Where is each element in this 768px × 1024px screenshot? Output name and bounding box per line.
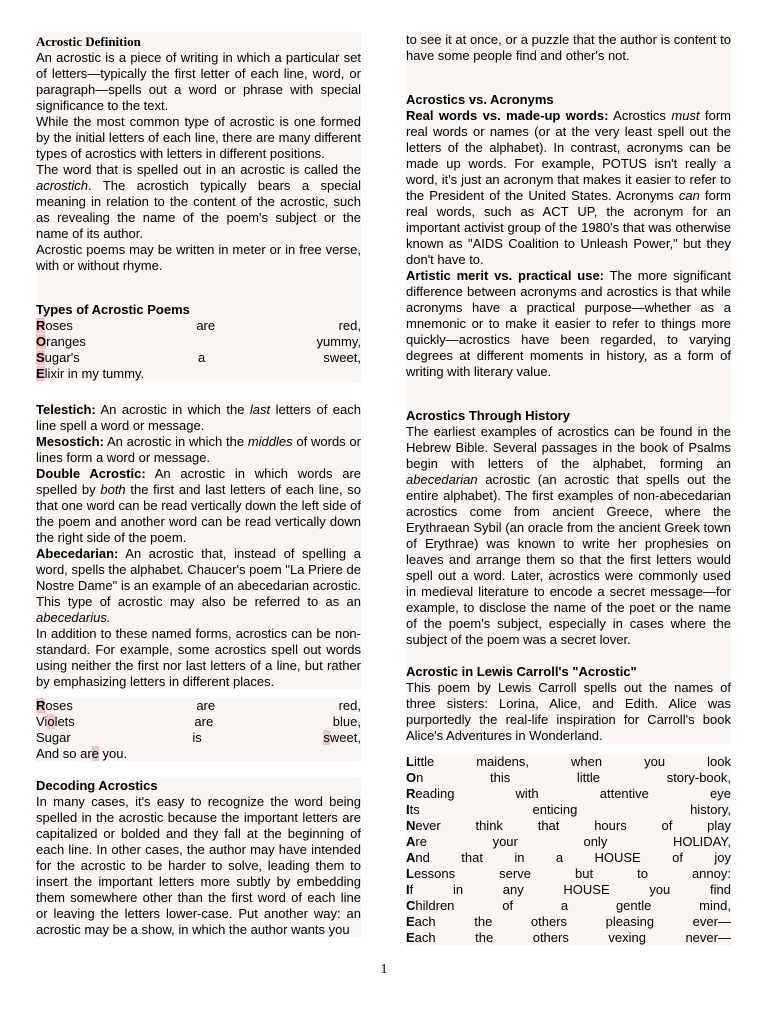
word-rest: eading <box>415 786 455 801</box>
nonstandard-paragraph: In addition to these named forms, acrostics can be non-standard. For example, some acrostics spell out words using neither the first nor last letters of a line, but rather by emphasizing letters in different places. <box>36 626 361 689</box>
word-rest: ach <box>414 914 436 929</box>
history-heading: Acrostics Through History <box>406 408 570 423</box>
carroll-heading: Acrostic in Lewis Carroll's "Acrostic" <box>406 664 637 679</box>
poem-word: HOUSE <box>563 882 610 897</box>
decoding-continued <box>406 32 731 92</box>
poem-line: Oranges yummy, <box>36 334 361 349</box>
poem-first-word <box>406 866 455 882</box>
definition-section <box>36 32 361 302</box>
poem-word: annoy: <box>691 866 731 881</box>
poem-word: hours <box>594 818 627 833</box>
poem-line: Violets are blue, <box>36 714 361 729</box>
poem-word: others <box>530 914 568 929</box>
word-rest: ittle <box>413 754 435 769</box>
poem-word: little <box>576 770 601 785</box>
types-heading: Types of Acrostic Poems <box>36 302 190 317</box>
definition-heading: Acrostic Definition <box>36 34 141 49</box>
poem-word: HOLIDAY, <box>672 834 731 849</box>
acrostic-letter: L <box>406 754 414 769</box>
poem-word: that <box>537 818 560 833</box>
word-rest: re <box>415 834 427 849</box>
history-section <box>406 408 731 664</box>
poem-word: you <box>644 754 666 769</box>
poem-first-word <box>406 770 423 786</box>
poem-word: others <box>532 930 569 945</box>
poem-word: but <box>574 866 594 881</box>
poem-line: Elixir in my tummy. <box>36 366 145 381</box>
poem-first-word <box>406 834 427 850</box>
poem-word: of <box>661 818 673 833</box>
carroll-poem-line <box>406 786 731 802</box>
example-poem-2 <box>36 698 361 762</box>
types-definitions <box>36 402 361 690</box>
right-column <box>406 32 731 946</box>
poem-word: you <box>649 882 671 897</box>
poem-word: the <box>475 930 494 945</box>
carroll-poem-line <box>406 754 731 770</box>
poem-line: Sugar's a sweet, <box>36 350 361 365</box>
carroll-poem-line <box>406 930 731 946</box>
poem-first-word <box>406 818 441 834</box>
poem-word: enticing <box>532 802 578 817</box>
carroll-poem-line <box>406 882 731 898</box>
acronyms-heading: Acrostics vs. Acronyms <box>406 92 554 107</box>
poem-word: eye <box>710 786 731 801</box>
acrostic-letter: L <box>406 866 414 881</box>
poem-line: And so are you. <box>36 746 128 761</box>
poem-word: look <box>707 754 731 769</box>
history-paragraph: The earliest examples of acrostics can be found in the Hebrew Bible. Several passages in the book of Psalms begin with letters of the alphabet, forming an abecedarian acrostic (an acrostic that spells out the entire alphabet). The first examples of non-abecedarian acrostics come from ancient Greece, where the Erythraean Sybil (an oracle from the ancient Greek town of Erythrae) was known to write her prophesies on leaves and arrange them so that the first letters would spell out a word. Later, acrostics were commonly used in medieval literature to encode a secret message—for example, to disclose the name of the poet or the name of the poem's subject, especially in cases where the subject of the poem was a secret lover. <box>406 424 731 647</box>
poem-word: only <box>583 834 608 849</box>
acrostic-letter: I <box>406 882 410 897</box>
definition-paragraph: An acrostic is a piece of writing in which a particular set of letters—typically the first letter of each line, word, or paragraph—spells out a word or phrase with special significance to the text. <box>36 50 361 113</box>
poem-word: maidens, <box>476 754 529 769</box>
poem-word: gentle <box>615 898 652 913</box>
poem-word: of <box>672 850 683 865</box>
decoding-section <box>36 778 361 938</box>
poem-first-word <box>406 914 436 930</box>
real-words-paragraph: Real words vs. made-up words: Acrostics must form real words or names (or at the very least spell out the letters of the alphabet). In contrast, acronyms can be made up words. For example, POTUS isn't really a word, it's just an acronym that makes it easier to refer to the President of the United States. Acronyms can form real words, such as ACT UP, the acronym for an important activist group of the 1980's that was otherwise known as "AIDS Coalition to Unleash Power," but they don't have to. <box>406 108 731 267</box>
poem-word: ever— <box>692 914 731 929</box>
word-rest: hildren <box>415 898 455 913</box>
poem-first-word <box>406 898 454 914</box>
poem-word: serve <box>499 866 531 881</box>
definition-paragraph: While the most common type of acrostic is one formed by the initial letters of each line, there are many different types of acrostics with letters in different positions. <box>36 114 361 161</box>
poem-first-word <box>406 786 454 802</box>
abecedarian-paragraph: Abecedarian: An acrostic that, instead of spelling a word, spells the alphabet. Chaucer's poem "La Priere de Nostre Dame" is an example of an abecedarian acrostic. This type of acrostic may also be referred to as an abecedarius. <box>36 546 361 625</box>
word-rest: ach <box>414 930 436 945</box>
poem-word: any <box>502 882 524 897</box>
poem-word: vexing <box>608 930 646 945</box>
poem-word: pleasing <box>605 914 655 929</box>
poem-line: Sugar is sweet, <box>36 730 361 745</box>
poem-word: story-book, <box>666 770 731 785</box>
artistic-merit-paragraph: Artistic merit vs. practical use: The more significant difference between acronyms and acrostics is that while acronyms have a practical purpose—whether as a mnemonic or to make it easier to refer to things more quickly—acrostics have been regarded, to varying degrees at different moments in history, as a form of writing with literary value. <box>406 268 731 379</box>
example-poem <box>36 318 361 382</box>
telestich-paragraph: Telestich: An acrostic in which the last letters of each line spell a word or message. <box>36 402 361 433</box>
double-acrostic-paragraph: Double Acrostic: An acrostic in which words are spelled by both the first and last letters of each line, so that one word can be read vertically down the left side of the poem and another word can be read vertically down the right side of the poem. <box>36 466 362 545</box>
poem-word: with <box>515 786 539 801</box>
carroll-poem-line <box>406 914 731 930</box>
carroll-poem-line <box>406 866 731 882</box>
carroll-poem-line <box>406 818 731 834</box>
poem-word: of <box>502 898 514 913</box>
mesostich-paragraph: Mesostich: An acrostic in which the middles of words or lines form a word or message. <box>36 434 361 465</box>
definition-paragraph: Acrostic poems may be written in meter or in free verse, with or without rhyme. <box>36 242 361 273</box>
poem-first-word <box>406 802 420 818</box>
poem-first-word <box>406 850 430 866</box>
poem-word: this <box>490 770 511 785</box>
carroll-poem-line <box>406 802 731 818</box>
poem-word: mind, <box>699 898 731 913</box>
poem-word: your <box>492 834 518 849</box>
poem-line: Roses are red, <box>36 318 361 333</box>
decoding-paragraph: In many cases, it's easy to recognize the word being spelled in the acrostic because the important letters are capitalized or bolded and they fall at the beginning of each line. In other cases, the author may have intended for the acrostic to be harder to solve, leading them to insert the important letters more subtly by embedding them somewhere other than the first word of each line or leaving the letters lower-case. Put another way: an acrostic may be a show, in which the author wants you <box>36 794 361 937</box>
word-rest: n <box>416 770 424 785</box>
carroll-intro: This poem by Lewis Carroll spells out the names of three sisters: Lorina, Alice, and Edith. Alice was purportedly the real-life inspiration for Carroll's book Alice's Adventures in Wonderland. <box>406 680 731 743</box>
acrostic-letter: A <box>406 834 416 849</box>
poem-word: in <box>514 850 525 865</box>
poem-word: attentive <box>599 786 649 801</box>
acrostic-letter: E <box>406 930 415 945</box>
word-rest: ts <box>409 802 420 817</box>
decoding-heading: Decoding Acrostics <box>36 778 158 793</box>
decoding-paragraph-continued: to see it at once, or a puzzle that the author is content to have some people find and other's not. <box>406 32 731 63</box>
poem-word: the <box>474 914 493 929</box>
acrostic-letter: I <box>406 802 410 817</box>
poem-word: a <box>555 850 564 865</box>
carroll-poem-line <box>406 834 731 850</box>
word-rest: nd <box>415 850 430 865</box>
carroll-section <box>406 664 731 744</box>
acrostic-letter: R <box>406 786 416 801</box>
carroll-poem-line <box>406 898 731 914</box>
acrostic-letter: N <box>406 818 416 833</box>
poem-word: to <box>637 866 648 881</box>
poem-word: think <box>475 818 503 833</box>
poem-word: HOUSE <box>594 850 641 865</box>
acronyms-section <box>406 92 731 408</box>
poem-word: joy <box>714 850 731 865</box>
word-rest: essons <box>413 866 456 881</box>
acrostic-letter: O <box>406 770 417 785</box>
definition-paragraph: The word that is spelled out in an acrostic is called the acrostich. The acrostich typically bears a special meaning in relation to the content of the acrostic, such as revealing the name of the poem's subject or the name of its author. <box>36 162 361 241</box>
poem-word: a <box>560 898 569 913</box>
carroll-poem-line <box>406 850 731 866</box>
carroll-poem-line <box>406 770 731 786</box>
poem-first-word <box>406 882 413 898</box>
poem-first-word <box>406 930 436 946</box>
acrostic-letter: A <box>406 850 416 865</box>
acrostic-letter: E <box>406 914 415 929</box>
poem-line: Roses are red, <box>36 698 361 713</box>
poem-word: find <box>709 882 731 897</box>
poem-word: in <box>452 882 464 897</box>
word-rest: f <box>409 882 414 897</box>
poem-word: when <box>571 754 603 769</box>
poem-word: never— <box>685 930 731 945</box>
poem-word: that <box>461 850 483 865</box>
poem-first-word <box>406 754 434 770</box>
acrostic-letter: C <box>406 898 416 913</box>
word-rest: ever <box>415 818 441 833</box>
poem-word: play <box>707 818 731 833</box>
types-section <box>36 302 361 382</box>
poem-word: history, <box>690 802 731 817</box>
left-column <box>36 32 361 938</box>
page-number: 1 <box>380 962 388 977</box>
carroll-poem <box>406 754 731 946</box>
